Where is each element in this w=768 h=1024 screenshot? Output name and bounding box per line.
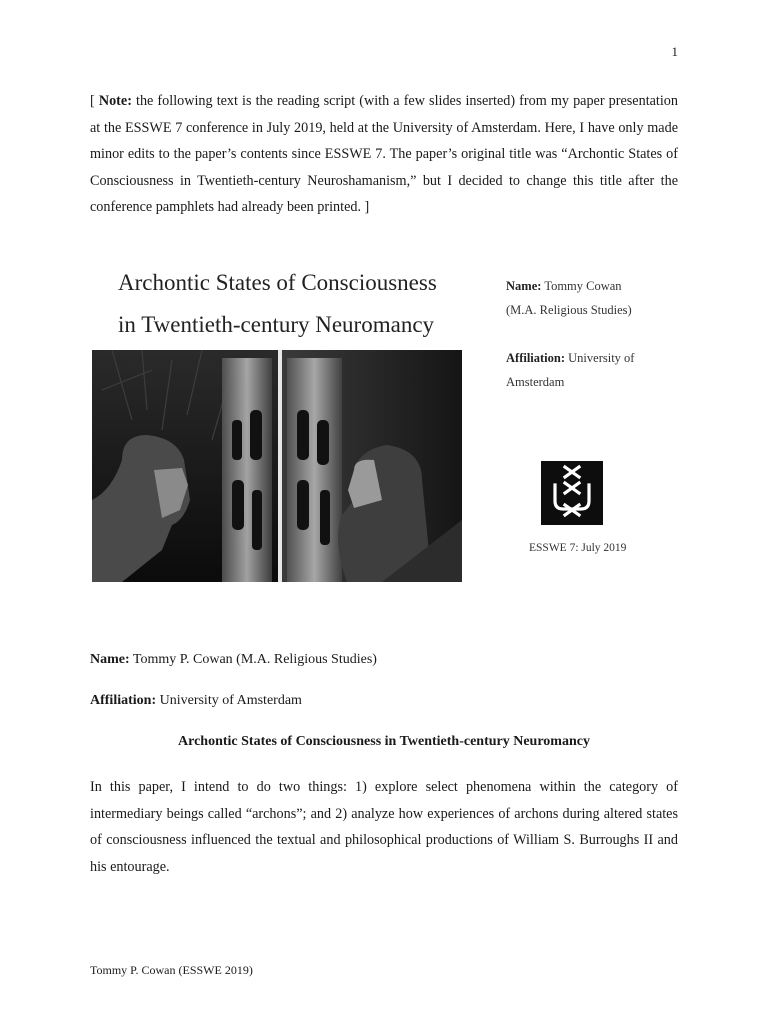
author-name-line — [90, 652, 377, 668]
page-number: 1 — [671, 44, 678, 59]
note-label: Note: — [98, 93, 132, 109]
author-affiliation-label: Affiliation: — [90, 693, 157, 708]
slide-affiliation-value-2: Amsterdam — [506, 375, 565, 389]
slide-title-line-1: Archontic States of Consciousness — [118, 270, 437, 295]
slide-affiliation-value-1: University of — [568, 351, 635, 365]
author-affiliation-line — [90, 693, 302, 709]
slide-affiliation-label: Affiliation: — [506, 351, 566, 365]
author-name-label: Name: — [90, 652, 130, 667]
dreamachine-photo — [92, 350, 462, 582]
intro-paragraph: In this paper, I intend to do two things: 1) explore select phenomena within the category of intermediary beings called “archons”; and 2) analyze how experiences of archons during altered states of consciousness influenced the textual and philosophical productions of William S. Burroughs II and his entourage. — [90, 779, 678, 875]
author-name-value: Tommy P. Cowan (M.A. Religious Studies) — [129, 652, 377, 667]
note-text: the following text is the reading script (with a few slides inserted) from my paper presentation at the ESSWE 7 conference in July 2019, held at the University of Amsterdam. Here, I have only made minor edits to the paper’s contents since ESSWE 7. The paper’s original title was “Archontic States of Consciousness in Twentieth-century Neuroshamanism,” but I decided to change this title after the conference pamphlets had already been printed. ] — [90, 93, 678, 215]
slide-degree: (M.A. Religious Studies) — [506, 303, 632, 317]
slide-name-label: Name: — [506, 279, 542, 293]
slide-title — [118, 262, 478, 346]
title-slide — [90, 248, 678, 588]
slide-meta — [506, 274, 634, 394]
slide-date: ESSWE 7: July 2019 — [529, 542, 627, 554]
slide-meta-spacer — [506, 322, 634, 346]
slide-affiliation-line — [506, 346, 634, 370]
slide-title-line-2: in Twentieth-century Neuromancy — [118, 312, 435, 337]
note-open-bracket: [ — [90, 93, 99, 109]
university-logo — [541, 461, 603, 525]
slide-name-line — [506, 274, 634, 298]
page-footer: Tommy P. Cowan (ESSWE 2019) — [90, 963, 253, 977]
uva-crosses-icon — [541, 461, 603, 525]
paper-title: Archontic States of Consciousness in Twentieth-century Neuromancy — [178, 734, 590, 749]
photo-illustration — [92, 350, 462, 582]
slide-name-value: Tommy Cowan — [544, 279, 622, 293]
author-affiliation-value: University of Amsterdam — [156, 693, 302, 708]
editor-note — [90, 88, 678, 221]
